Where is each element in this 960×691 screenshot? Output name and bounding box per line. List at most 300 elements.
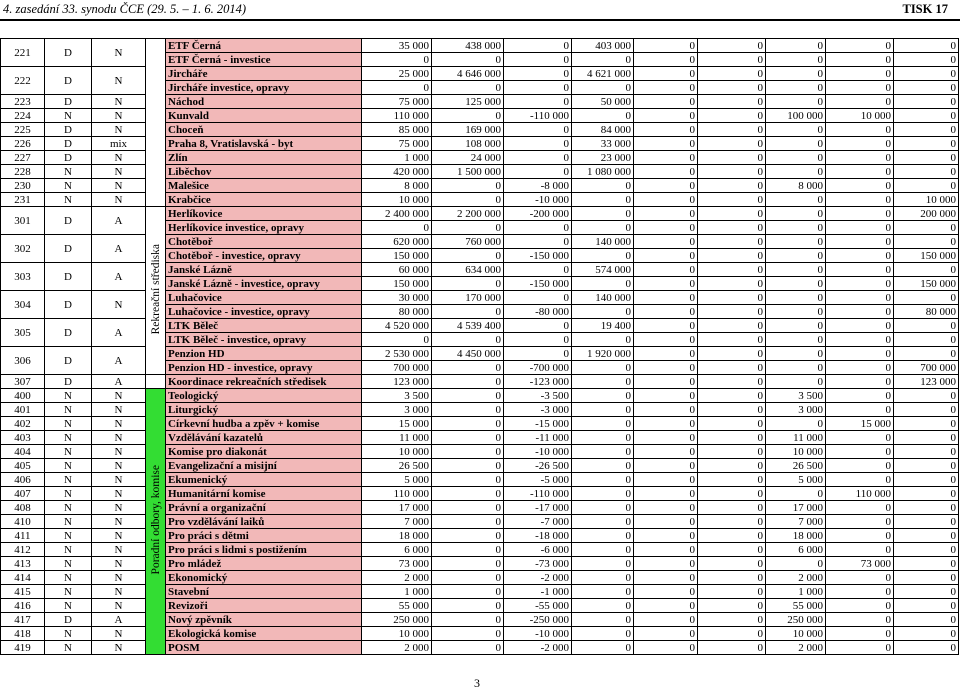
row-value-cell: -6 000 [504,543,572,557]
row-value-cell: 10 000 [826,109,894,123]
row-name-cell: Luhačovice - investice, opravy [166,305,362,319]
row-value-cell: -55 000 [504,599,572,613]
row-type-cell: A [92,235,146,263]
row-value-cell: 0 [572,277,634,291]
table-row [1,165,959,179]
row-type-cell: N [45,571,92,585]
table-row [1,389,959,403]
row-value-cell: 0 [766,347,826,361]
table-row [1,473,959,487]
row-type-cell: N [92,179,146,193]
row-value-cell: 0 [894,39,959,53]
row-value-cell: 0 [634,389,698,403]
row-type-cell: N [45,445,92,459]
row-value-cell: 0 [698,207,766,221]
row-type-cell: D [45,39,92,67]
row-value-cell: 2 000 [766,641,826,655]
table-row [1,347,959,361]
row-value-cell: 0 [766,81,826,95]
row-value-cell: 125 000 [432,95,504,109]
row-value-cell: -150 000 [504,249,572,263]
row-value-cell: 0 [698,305,766,319]
row-value-cell: 0 [826,165,894,179]
row-value-cell: 0 [504,347,572,361]
row-value-cell: -10 000 [504,627,572,641]
row-value-cell: 0 [894,109,959,123]
row-value-cell: 0 [766,151,826,165]
row-value-cell: 2 400 000 [362,207,432,221]
row-value-cell: 0 [504,291,572,305]
row-value-cell: 0 [826,263,894,277]
row-code-cell: 417 [1,613,45,627]
row-value-cell: 0 [826,375,894,389]
row-value-cell: 0 [634,95,698,109]
row-value-cell: 10 000 [766,627,826,641]
row-value-cell: 0 [894,543,959,557]
row-value-cell: 55 000 [766,599,826,613]
row-value-cell: 250 000 [362,613,432,627]
row-value-cell: 50 000 [572,95,634,109]
row-type-cell: N [92,291,146,319]
row-value-cell: 15 000 [362,417,432,431]
row-value-cell: -7 000 [504,515,572,529]
row-value-cell: 2 000 [362,571,432,585]
row-value-cell: 420 000 [362,165,432,179]
row-type-cell: N [92,109,146,123]
row-value-cell: 0 [504,165,572,179]
row-value-cell: 0 [766,193,826,207]
row-type-cell: N [45,501,92,515]
row-value-cell: 0 [826,39,894,53]
row-value-cell: 0 [504,67,572,81]
row-value-cell: 0 [698,109,766,123]
row-value-cell: 0 [894,235,959,249]
row-code-cell: 231 [1,193,45,207]
row-value-cell: 0 [826,123,894,137]
row-value-cell: 0 [826,235,894,249]
row-value-cell: 0 [634,39,698,53]
row-value-cell: 0 [634,333,698,347]
table-row [1,109,959,123]
row-type-cell: N [45,557,92,571]
row-value-cell: 0 [634,165,698,179]
row-type-cell: N [92,487,146,501]
row-value-cell: 0 [894,641,959,655]
row-value-cell: 0 [826,277,894,291]
row-value-cell: 0 [572,249,634,263]
table-row [1,319,959,333]
row-type-cell: N [45,403,92,417]
row-value-cell: 0 [432,403,504,417]
row-value-cell: 0 [572,641,634,655]
row-value-cell: 4 621 000 [572,67,634,81]
row-value-cell: 0 [634,585,698,599]
table-row [1,375,959,389]
row-name-cell: Kunvald [166,109,362,123]
row-value-cell: 760 000 [432,235,504,249]
row-value-cell: 0 [634,361,698,375]
row-value-cell: 0 [504,39,572,53]
row-value-cell: 0 [572,473,634,487]
row-value-cell: 4 539 400 [432,319,504,333]
row-value-cell: 0 [698,179,766,193]
row-type-cell: N [92,543,146,557]
table-row [1,599,959,613]
header-divider [0,19,960,21]
row-value-cell: 0 [698,543,766,557]
row-value-cell: 0 [572,389,634,403]
row-code-cell: 404 [1,445,45,459]
table-row [1,529,959,543]
row-value-cell: 0 [432,487,504,501]
row-type-cell: N [45,599,92,613]
row-value-cell: -26 500 [504,459,572,473]
row-value-cell: 0 [572,627,634,641]
row-type-cell: N [45,529,92,543]
row-value-cell: 0 [572,529,634,543]
row-name-cell: Pro práci s dětmi [166,529,362,543]
row-value-cell: 0 [826,501,894,515]
row-value-cell: 0 [698,487,766,501]
row-value-cell: 0 [894,151,959,165]
row-value-cell: 0 [826,627,894,641]
row-value-cell: 0 [894,53,959,67]
row-type-cell: N [92,403,146,417]
row-value-cell: 0 [826,81,894,95]
row-value-cell: 0 [894,67,959,81]
row-value-cell: 0 [826,95,894,109]
row-type-cell: N [45,417,92,431]
row-value-cell: 0 [432,361,504,375]
row-type-cell: N [92,39,146,67]
table-row [1,263,959,277]
row-value-cell: 0 [634,557,698,571]
row-value-cell: 0 [432,613,504,627]
row-code-cell: 301 [1,207,45,235]
row-value-cell: 0 [634,627,698,641]
row-value-cell: 0 [698,95,766,109]
row-value-cell: 3 500 [362,389,432,403]
row-value-cell: 0 [826,347,894,361]
row-value-cell: 0 [504,81,572,95]
row-code-cell: 416 [1,599,45,613]
row-value-cell: 0 [634,193,698,207]
row-name-cell: Ekologická komise [166,627,362,641]
row-value-cell: 84 000 [572,123,634,137]
table-row [1,543,959,557]
row-value-cell: 0 [894,459,959,473]
row-type-cell: N [92,515,146,529]
row-value-cell: 0 [826,585,894,599]
row-type-cell: D [45,263,92,291]
row-value-cell: 0 [894,123,959,137]
row-code-cell: 222 [1,67,45,95]
row-value-cell: 18 000 [362,529,432,543]
row-value-cell: 110 000 [826,487,894,501]
row-value-cell: 0 [698,445,766,459]
row-value-cell: 0 [572,599,634,613]
row-value-cell: 0 [634,473,698,487]
row-value-cell: 200 000 [894,207,959,221]
row-value-cell: -18 000 [504,529,572,543]
row-value-cell: 0 [572,417,634,431]
row-type-cell: N [92,641,146,655]
row-value-cell: 0 [894,81,959,95]
row-value-cell: 0 [894,389,959,403]
row-value-cell: 0 [698,81,766,95]
row-type-cell: N [45,193,92,207]
row-value-cell: 0 [826,291,894,305]
row-value-cell: 0 [572,613,634,627]
row-value-cell: 0 [432,529,504,543]
row-value-cell: 0 [698,459,766,473]
row-value-cell: 0 [634,67,698,81]
row-value-cell: -73 000 [504,557,572,571]
row-value-cell: 0 [572,305,634,319]
row-value-cell: 0 [634,137,698,151]
row-code-cell: 223 [1,95,45,109]
row-value-cell: -10 000 [504,193,572,207]
row-value-cell: 2 530 000 [362,347,432,361]
table-row [1,515,959,529]
row-value-cell: 0 [634,305,698,319]
row-code-cell: 221 [1,39,45,67]
row-value-cell: 0 [572,585,634,599]
table-row [1,641,959,655]
row-value-cell: 0 [766,67,826,81]
row-value-cell: 24 000 [432,151,504,165]
row-value-cell: 0 [432,305,504,319]
row-value-cell: 1 000 [362,151,432,165]
row-value-cell: 0 [504,95,572,109]
group-vertical-label: Rekreační střediska [149,243,162,335]
row-value-cell: 0 [894,417,959,431]
row-value-cell: 0 [634,319,698,333]
row-value-cell: 0 [894,515,959,529]
row-value-cell: 0 [894,403,959,417]
row-value-cell: 0 [362,333,432,347]
row-type-cell: N [92,459,146,473]
row-value-cell: 4 646 000 [432,67,504,81]
row-name-cell: Liběchov [166,165,362,179]
row-value-cell: 0 [894,347,959,361]
row-value-cell: 0 [572,515,634,529]
row-value-cell: 0 [698,39,766,53]
row-type-cell: N [92,165,146,179]
row-value-cell: 169 000 [432,123,504,137]
row-type-cell: N [92,151,146,165]
row-value-cell: 0 [766,235,826,249]
row-value-cell: 0 [634,613,698,627]
row-value-cell: 0 [698,347,766,361]
row-value-cell: 0 [826,641,894,655]
table-row [1,571,959,585]
row-type-cell: D [45,67,92,95]
row-value-cell: 0 [894,137,959,151]
row-value-cell: 2 000 [766,571,826,585]
row-value-cell: 3 500 [766,389,826,403]
row-value-cell: 0 [698,151,766,165]
row-value-cell: 6 000 [766,543,826,557]
row-name-cell: ETF Černá - investice [166,53,362,67]
row-value-cell: 1 920 000 [572,347,634,361]
row-value-cell: 75 000 [362,137,432,151]
row-code-cell: 230 [1,179,45,193]
row-type-cell: D [45,95,92,109]
row-value-cell: 0 [634,487,698,501]
row-value-cell: 0 [766,221,826,235]
row-value-cell: 8 000 [766,179,826,193]
row-value-cell: 0 [504,123,572,137]
row-value-cell: 0 [826,67,894,81]
row-value-cell: 250 000 [766,613,826,627]
row-value-cell: 0 [572,487,634,501]
row-value-cell: 0 [634,207,698,221]
row-value-cell: 110 000 [362,487,432,501]
table-row [1,67,959,81]
table-row [1,431,959,445]
row-type-cell: D [45,375,92,389]
row-value-cell: 0 [698,249,766,263]
row-value-cell: 0 [432,179,504,193]
row-value-cell: -10 000 [504,445,572,459]
row-value-cell: 60 000 [362,263,432,277]
row-value-cell: 0 [894,487,959,501]
row-value-cell: 150 000 [894,277,959,291]
row-value-cell: 0 [698,515,766,529]
row-value-cell: 0 [634,515,698,529]
row-value-cell: 0 [698,585,766,599]
table-row [1,179,959,193]
row-value-cell: 6 000 [362,543,432,557]
row-value-cell: 0 [826,319,894,333]
row-name-cell: Revizoři [166,599,362,613]
row-code-cell: 408 [1,501,45,515]
row-name-cell: Jircháře investice, opravy [166,81,362,95]
row-value-cell: 0 [826,193,894,207]
row-value-cell: 0 [894,221,959,235]
row-value-cell: 11 000 [766,431,826,445]
row-value-cell: 55 000 [362,599,432,613]
row-name-cell: Choceň [166,123,362,137]
budget-table-body [1,39,959,655]
row-value-cell: 0 [894,613,959,627]
row-value-cell: 0 [362,81,432,95]
row-value-cell: -11 000 [504,431,572,445]
table-row [1,417,959,431]
row-value-cell: 0 [634,417,698,431]
row-value-cell: 0 [698,571,766,585]
row-value-cell: 0 [634,179,698,193]
row-value-cell: 10 000 [766,445,826,459]
row-value-cell: 0 [634,123,698,137]
row-name-cell: Koordinace rekreačních středisek [166,375,362,389]
row-value-cell: 0 [766,137,826,151]
row-value-cell: 0 [826,333,894,347]
row-value-cell: 0 [698,277,766,291]
row-value-cell: 0 [634,53,698,67]
row-type-cell: N [92,193,146,207]
row-value-cell: 1 080 000 [572,165,634,179]
row-type-cell: N [45,389,92,403]
table-row [1,613,959,627]
row-value-cell: 0 [572,81,634,95]
row-value-cell: 15 000 [826,417,894,431]
row-value-cell: 0 [362,53,432,67]
row-value-cell: 0 [634,501,698,515]
row-name-cell: ETF Černá [166,39,362,53]
row-name-cell: Chotěboř [166,235,362,249]
row-value-cell: 10 000 [894,193,959,207]
row-value-cell: 0 [894,627,959,641]
row-code-cell: 306 [1,347,45,375]
row-value-cell: 0 [504,137,572,151]
row-code-cell: 413 [1,557,45,571]
row-value-cell: -2 000 [504,571,572,585]
row-value-cell: 0 [766,165,826,179]
row-name-cell: Janské Lázně [166,263,362,277]
table-row [1,487,959,501]
table-row [1,193,959,207]
row-value-cell: 23 000 [572,151,634,165]
row-value-cell: 150 000 [894,249,959,263]
row-value-cell: 0 [572,207,634,221]
row-value-cell: 0 [826,571,894,585]
row-value-cell: 0 [698,67,766,81]
row-value-cell: 0 [572,543,634,557]
row-value-cell: 0 [432,417,504,431]
row-value-cell: 0 [894,599,959,613]
row-code-cell: 418 [1,627,45,641]
row-value-cell: 0 [572,361,634,375]
row-value-cell: 73 000 [362,557,432,571]
row-name-cell: Právní a organizační [166,501,362,515]
row-value-cell: 0 [634,599,698,613]
row-value-cell: 85 000 [362,123,432,137]
row-name-cell: Ekumenický [166,473,362,487]
row-type-cell: N [45,585,92,599]
row-code-cell: 224 [1,109,45,123]
row-name-cell: Náchod [166,95,362,109]
row-value-cell: -3 000 [504,403,572,417]
row-value-cell: 0 [572,53,634,67]
row-type-cell: N [92,389,146,403]
row-code-cell: 303 [1,263,45,291]
row-value-cell: 0 [634,571,698,585]
row-value-cell: -2 000 [504,641,572,655]
row-value-cell: 0 [766,123,826,137]
row-type-cell: N [45,165,92,179]
row-value-cell: 0 [826,613,894,627]
row-value-cell: 0 [432,641,504,655]
row-value-cell: 0 [894,319,959,333]
row-name-cell: Janské Lázně - investice, opravy [166,277,362,291]
row-name-cell: LTK Běleč - investice, opravy [166,333,362,347]
row-value-cell: 0 [504,221,572,235]
row-value-cell: 0 [826,53,894,67]
row-value-cell: 0 [698,431,766,445]
row-type-cell: D [45,207,92,235]
row-type-cell: mix [92,137,146,151]
row-value-cell: -110 000 [504,109,572,123]
row-value-cell: 0 [698,389,766,403]
row-value-cell: 0 [432,501,504,515]
row-value-cell: 0 [432,389,504,403]
row-name-cell: Evangelizační a misijní [166,459,362,473]
row-value-cell: -150 000 [504,277,572,291]
row-value-cell: 0 [698,473,766,487]
row-value-cell: 0 [766,207,826,221]
